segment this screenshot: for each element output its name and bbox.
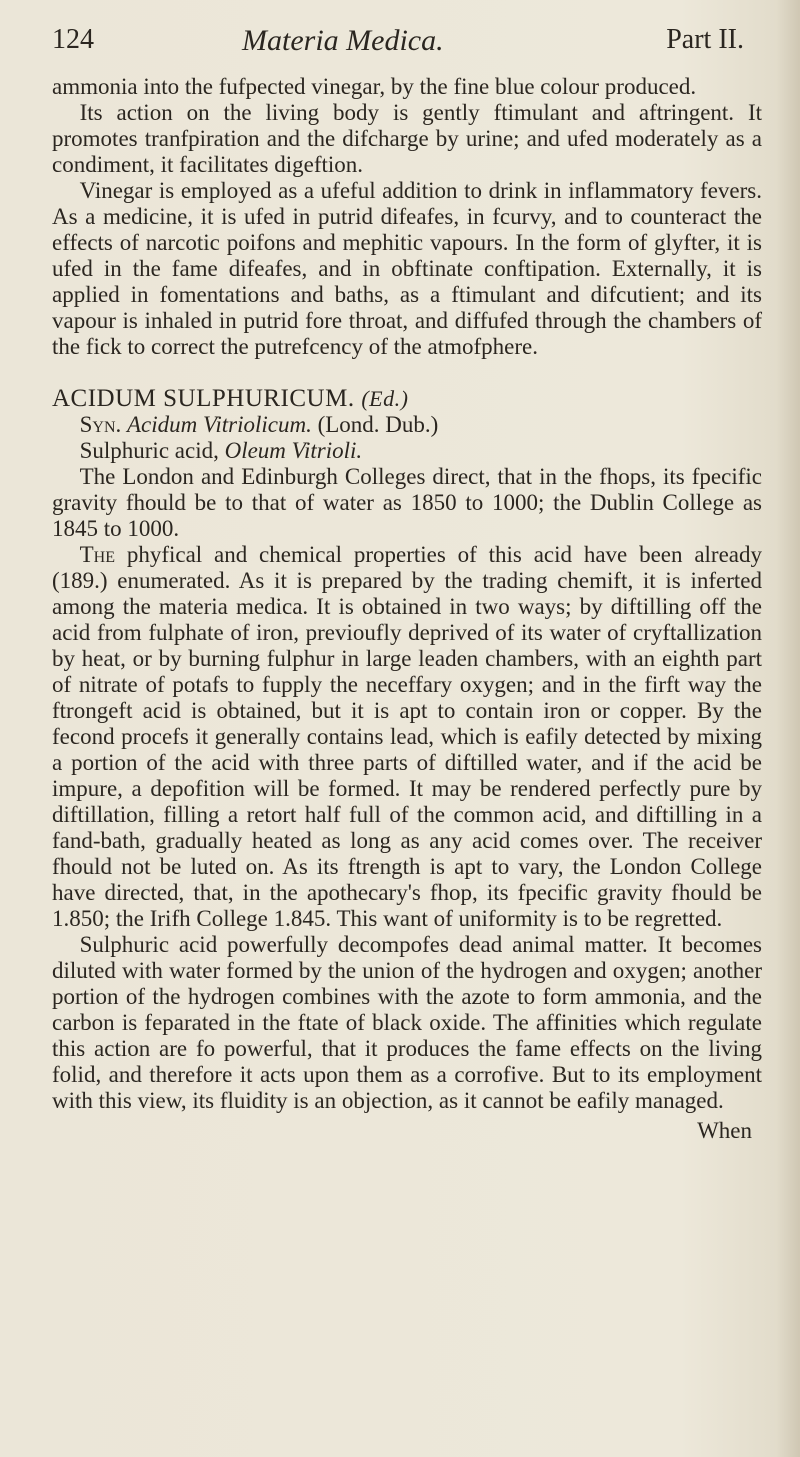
paragraph-ammonia: ammonia into the fufpected vinegar, by the fine blue colour produced. — [52, 74, 697, 99]
synonym-english: Sulphuric acid, — [79, 438, 219, 463]
paragraph-decomposes: Sulphuric acid powerfully decompofes dead animal matter. It becomes diluted with water formed by the union of the hydrogen and oxygen; another portion of the hydrogen combines with the azote to form ammonia, and the carbon is feparated in the ftate of black oxide. The affinities which regulate this action are fo powerful, that it produces the fame effects on the living folid, and therefore it acts upon them as a corrofive. But to its employment with this view, its fluidity is an objection, as it cannot be eafily managed. — [52, 932, 762, 1113]
part-label: Part II. — [666, 24, 744, 55]
paragraph-lead-word: The — [79, 542, 115, 567]
synonym-oleum: Oleum Vitrioli. — [224, 438, 363, 463]
synonym-refs: (Lond. Dub.) — [317, 412, 439, 437]
paragraph-colleges: The London and Edinburgh Colleges direct, that in the fhops, its fpecific gravity fhould be to that of water as 1850 to 1000; the Dublin College as 1845 to 1000. — [52, 464, 762, 541]
synonym-line — [52, 412, 762, 438]
page-number: 124 — [52, 24, 94, 55]
paragraph-action: Its action on the living body is gently ftimulant and aftringent. It promotes tranfpiration and the difcharge by urine; and ufed moderately as a condiment, it facilitates digeftion. — [52, 100, 762, 177]
synonym-latin: Acidum Vitriolicum. — [127, 412, 312, 437]
synonym-label: Syn. — [79, 412, 122, 437]
heading-edition: (Ed.) — [361, 386, 409, 411]
running-head — [52, 20, 762, 74]
running-title: Materia Medica. — [242, 24, 444, 57]
catchword: When — [697, 1118, 752, 1143]
section-heading — [52, 386, 762, 412]
heading-title: ACIDUM SULPHURICUM. — [52, 385, 355, 412]
paragraph-vinegar: Vinegar is employed as a ufeful addition to drink in inflammatory fevers. As a medicine, it is ufed in putrid difeafes, in fcurvy, and to counteract the effects of narcotic poifons and mephitic vapours. In the form of glyfter, it is ufed in the fame difeafes, and in obftinate conftipation. Externally, it is applied in fomentations and baths, as a ftimulant and difcutient; and its vapour is inhaled in putrid fore throat, and diffufed through the chambers of the fick to correct the putrefcency of the atmofphere. — [52, 178, 762, 359]
synonym-line-2 — [52, 438, 762, 464]
paragraph-physical-text: phyfical and chemical properties of this acid have been already (189.) enumerated. As it is prepared by the trading chemift, it is inferted among the materia medica. It is obtained in two ways; by diftilling off the acid from fulphate of iron, previoufly deprived of its water of cryftallization by heat, or by burning fulphur in large leaden chambers, with an eighth part of nitrate of potafs to fupply the neceffary oxygen; and in the firft way the ftrongeft acid is obtained, but it is apt to contain iron or copper. By the fecond procefs it generally contains lead, which is eafily detected by mixing a portion of the acid with three parts of diftilled water, and if the acid be impure, a depofition will be formed. It may be rendered perfectly pure by diftillation, filling a retort half full of the common acid, and diftilling in a fand-bath, gradually heated as long as any acid comes over. The receiver fhould not be luted on. As its ftrength is apt to vary, the London College have directed, that, in the apothecary's fhop, its fpecific gravity fhould be 1.850; the Irifh College 1.845. This want of uniformity is to be regretted. — [52, 542, 762, 931]
paragraph-physical — [52, 542, 762, 932]
